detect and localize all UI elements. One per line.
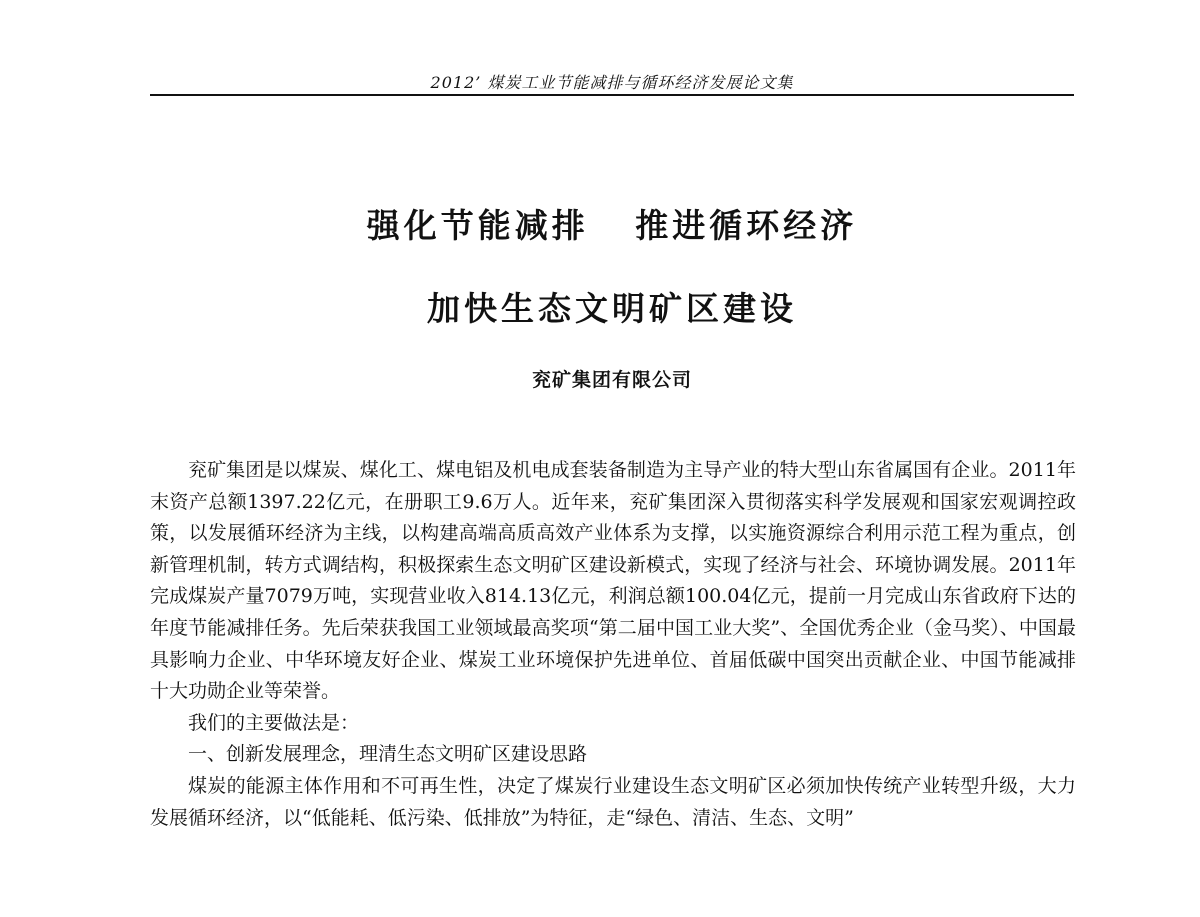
article-author: 兖矿集团有限公司 [531,369,692,391]
section-heading: 一、创新发展理念，理清生态文明矿区建设思路 [188,743,588,766]
body-paragraph: 兖矿集团是以煤炭、煤化工、煤电铝及机电成套装备制造为主导产业的特大型山东省属国有企业。2011年末资产总额1397.22亿元，在册职工9.6万人。近年来，兖矿集团深入贯彻落实科学发展观和国家宏观调控政策，以发展循环经济为主线，以构建高端高质高效产业体系为支撑，以实施资源综合利用示范工程为重点，创新管理机制，转方式调结构，积极探索生态文明矿区建设新模式，实现了经济与社会、环境协调发展。2011年完成煤炭产量7079万吨，实现营业收入814.13亿元，利润总额100.04亿元，提前一月完成山东省政府下达的年度节能减排任务。先后荣获我国工业领域最高奖项“第二届中国工业大奖”、全国优秀企业（金马奖）、中国最具影响力企业、中华环境友好企业、煤炭工业环境保护先进单位、首届低碳中国突出贡献企业、中国节能减排十大功勋企业等荣誉。 [150,459,1076,703]
header-rule [150,94,1074,96]
article-title-line-1: 强化节能减排 推进循环经济 [366,206,858,245]
article-body [150,455,1076,834]
running-header: 2012’ 煤炭工业节能减排与循环经济发展论文集 [430,73,794,92]
body-paragraph: 我们的主要做法是： [188,711,360,734]
article-title-line-2: 加快生态文明矿区建设 [427,289,797,328]
body-paragraph: 煤炭的能源主体作用和不可再生性，决定了煤炭行业建设生态文明矿区必须加快传统产业转型升级，大力发展循环经济，以“低能耗、低污染、低排放”为特征，走“绿色、清洁、生态、文明” [150,774,1076,829]
